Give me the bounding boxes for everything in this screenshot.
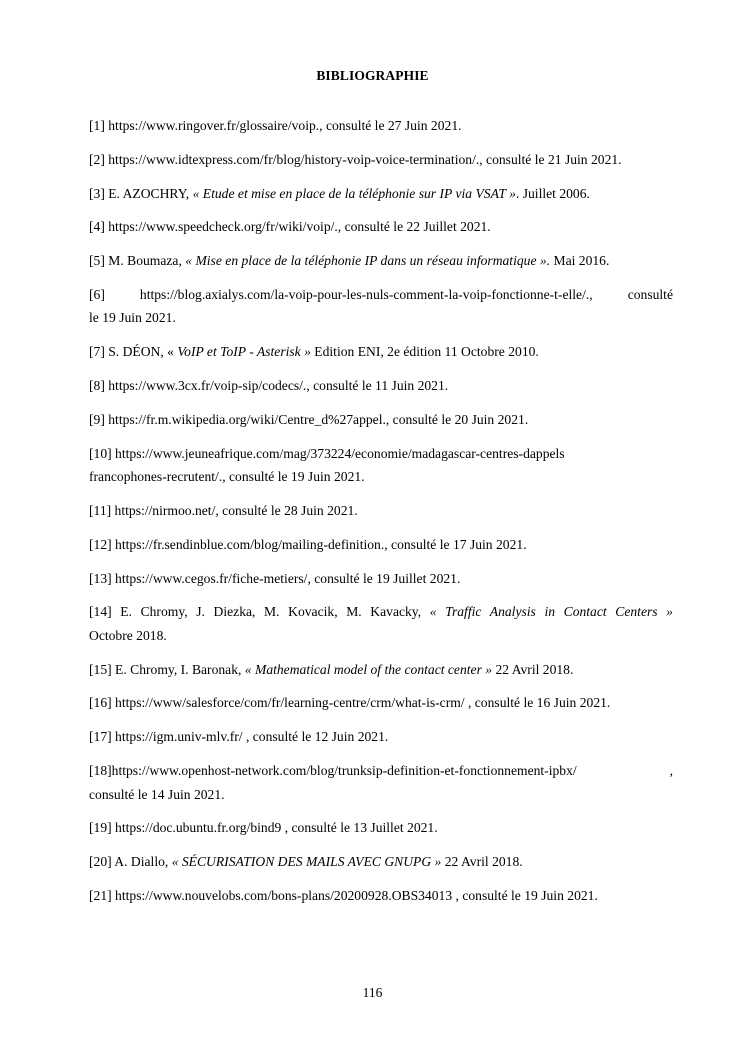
reference-text: [4] https://www.speedcheck.org/fr/wiki/voip/., consulté le 22 Juillet 2021. xyxy=(89,219,491,235)
reference-item xyxy=(89,600,673,647)
reference-text: [13] https://www.cegos.fr/fiche-metiers/, consulté le 19 Juillet 2021. xyxy=(89,570,461,586)
reference-text: [10] https://www.jeuneafrique.com/mag/373224/economie/madagascar-centres-dappels xyxy=(89,445,565,461)
reference-text: [3] E. AZOCHRY, xyxy=(89,185,193,201)
reference-item xyxy=(89,148,673,172)
reference-item xyxy=(89,114,673,138)
reference-text: [8] https://www.3cx.fr/voip-sip/codecs/., consulté le 11 Juin 2021. xyxy=(89,378,449,394)
reference-title: « Mise en place de la téléphonie IP dans un réseau informatique ». xyxy=(185,253,551,269)
reference-text: [16] https://www/salesforce/com/fr/learning-centre/crm/what-is-crm/ , consulté le 16 Juin 2021. xyxy=(89,695,611,711)
reference-text: [21] https://www.nouvelobs.com/bons-plans/20200928.OBS34013 , consulté le 19 Juin 2021. xyxy=(89,887,598,903)
reference-item xyxy=(89,567,673,591)
reference-text: [5] M. Boumaza, xyxy=(89,253,186,269)
reference-title: « Etude et mise en place de la téléphonie sur IP via VSAT » xyxy=(192,185,516,201)
reference-date: 22 Avril 2018. xyxy=(492,661,574,677)
reference-text: [17] https://igm.univ-mlv.fr/ , consulté le 12 Juin 2021. xyxy=(89,729,389,745)
reference-date: Edition ENI, 2e édition 11 Octobre 2010. xyxy=(310,344,539,360)
reference-item xyxy=(89,442,673,489)
reference-text: [14] E. Chromy, J. Diezka, M. Kovacik, M. Kavacky, xyxy=(89,604,430,620)
bibliography-list xyxy=(89,114,673,918)
reference-item xyxy=(89,283,673,330)
reference-text: [11] https://nirmoo.net/, consulté le 28 Juin 2021. xyxy=(89,502,358,518)
reference-item xyxy=(89,533,673,557)
reference-text-continued: francophones-recrutent/., consulté le 19 Juin 2021. xyxy=(89,469,365,485)
page-title: BIBLIOGRAPHIE xyxy=(316,68,429,83)
reference-text: [1] https://www.ringover.fr/glossaire/voip., consulté le 27 Juin 2021. xyxy=(89,118,462,133)
reference-item xyxy=(89,249,673,273)
reference-text-continued: Octobre 2018. xyxy=(89,627,167,643)
reference-title: « Traffic Analysis in Contact Centers » xyxy=(429,604,673,620)
reference-item xyxy=(89,759,673,806)
page-number: 116 xyxy=(362,985,383,1000)
reference-item xyxy=(89,691,673,715)
reference-text: [6] https://blog.axialys.com/la-voip-pour-les-nuls-comment-la-voip-fonctionne-t-elle/., consulté xyxy=(89,286,673,302)
reference-text: [20] A. Diallo, xyxy=(89,854,172,870)
reference-item xyxy=(89,215,673,239)
reference-text: [9] https://fr.m.wikipedia.org/wiki/Centre_d%27appel., consulté le 20 Juin 2021. xyxy=(89,411,529,427)
reference-text: [12] https://fr.sendinblue.com/blog/mailing-definition., consulté le 17 Juin 2021. xyxy=(89,536,527,552)
reference-item xyxy=(89,725,673,749)
reference-date: 22 Avril 2018. xyxy=(441,854,523,870)
reference-item xyxy=(89,850,673,874)
reference-item xyxy=(89,884,673,908)
reference-item xyxy=(89,182,673,206)
reference-text: [15] E. Chromy, I. Baronak, xyxy=(89,661,245,677)
reference-title: « Mathematical model of the contact center » xyxy=(244,661,493,677)
reference-title: VoIP et ToIP - Asterisk » xyxy=(177,344,311,360)
reference-date: . Juillet 2006. xyxy=(515,185,590,201)
reference-item xyxy=(89,658,673,682)
reference-item xyxy=(89,340,673,364)
reference-item xyxy=(89,408,673,432)
reference-title: « SÉCURISATION DES MAILS AVEC GNUPG » xyxy=(171,854,442,870)
reference-item xyxy=(89,499,673,523)
reference-text: [2] https://www.idtexpress.com/fr/blog/history-voip-voice-termination/., consulté le 21 Juin 2021. xyxy=(89,151,622,167)
reference-text: [19] https://doc.ubuntu.fr.org/bind9 , consulté le 13 Juillet 2021. xyxy=(89,820,438,836)
reference-date: Mai 2016. xyxy=(550,253,610,269)
reference-text-line xyxy=(89,600,673,624)
reference-item xyxy=(89,816,673,840)
reference-text: [7] S. DÉON, « xyxy=(89,344,178,360)
reference-text-continued: le 19 Juin 2021. xyxy=(89,310,176,326)
reference-text-continued: consulté le 14 Juin 2021. xyxy=(89,786,225,802)
reference-text: [18]https://www.openhost-network.com/blog/trunksip-definition-et-fonctionnement-ipbx/ , xyxy=(89,763,673,779)
reference-item xyxy=(89,374,673,398)
